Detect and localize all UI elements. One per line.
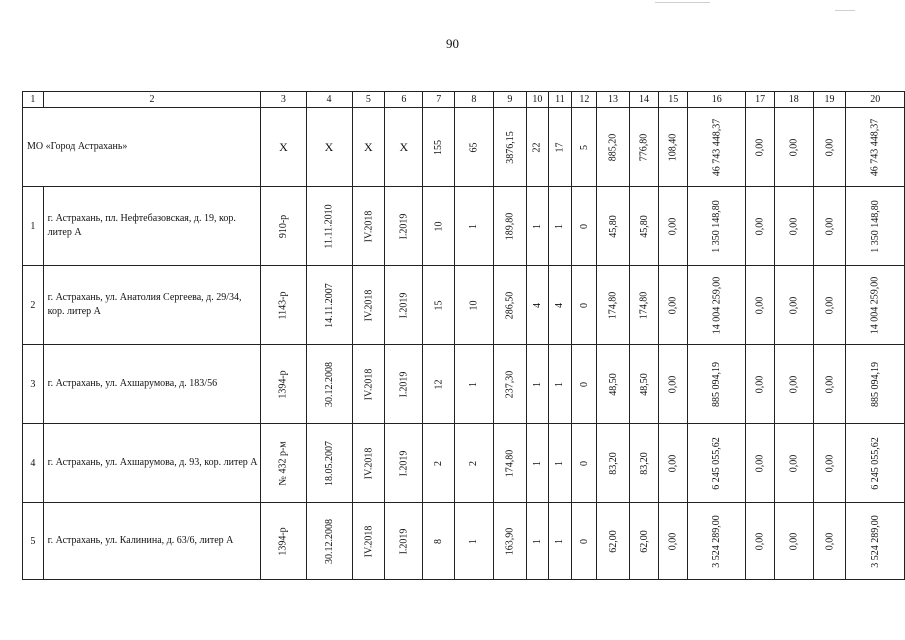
total-value: 65 (468, 142, 480, 152)
row-value: 1 350 148,80 (711, 199, 723, 253)
row-value-cell (493, 424, 527, 503)
total-value: 108,40 (667, 133, 679, 161)
column-number: 20 (846, 92, 905, 108)
row-value-cell (597, 503, 629, 580)
row-value: IV.2018 (362, 447, 374, 479)
row-value: 1 (554, 460, 566, 466)
row-value-cell (548, 266, 572, 345)
row-value-cell (261, 266, 306, 345)
column-number: 17 (746, 92, 774, 108)
total-value: 46 743 448,37 (711, 118, 723, 176)
column-number: 11 (548, 92, 572, 108)
total-value-cell (687, 108, 746, 187)
row-value: 12 (433, 379, 445, 389)
row-value: 0 (578, 223, 590, 229)
row-value: 0,00 (788, 296, 800, 314)
row-value-cell (261, 345, 306, 424)
row-value: № 432 р-м (277, 440, 289, 486)
address-cell: г. Астрахань, пл. Нефтебазовская, д. 19, кор. литер А (43, 187, 261, 266)
row-value-cell (597, 345, 629, 424)
total-value-cell (746, 108, 774, 187)
row-value: IV.2018 (362, 289, 374, 321)
table-row (23, 503, 905, 580)
row-value-cell (813, 345, 846, 424)
row-value: 83,20 (607, 451, 619, 475)
row-value: 6 245 055,62 (869, 436, 881, 490)
row-value-cell (746, 503, 774, 580)
row-value: 286,50 (504, 291, 516, 319)
row-value-cell (572, 345, 597, 424)
row-value: 45,80 (607, 214, 619, 238)
row-value: 189,80 (504, 212, 516, 240)
row-value: 1 (531, 460, 543, 466)
row-value-cell (385, 345, 423, 424)
row-value: 1 (554, 381, 566, 387)
row-value-cell (687, 187, 746, 266)
row-value-cell (423, 266, 455, 345)
row-value: 1 (531, 223, 543, 229)
row-number: 5 (23, 503, 44, 580)
row-value: 1 (554, 538, 566, 544)
row-value: 885 094,19 (869, 361, 881, 407)
row-value-cell (493, 187, 527, 266)
row-value-cell (572, 266, 597, 345)
row-value-cell (629, 187, 659, 266)
row-value-cell (846, 187, 905, 266)
row-value: 0 (578, 302, 590, 308)
column-number: 6 (385, 92, 423, 108)
row-value-cell (659, 503, 688, 580)
row-value-cell (548, 424, 572, 503)
total-value: 0,00 (824, 138, 836, 156)
row-value-cell (423, 345, 455, 424)
row-value: 0,00 (824, 375, 836, 393)
total-value-cell (813, 108, 846, 187)
row-value-cell (493, 503, 527, 580)
row-value-cell (527, 345, 548, 424)
row-number: 1 (23, 187, 44, 266)
row-value-cell (746, 424, 774, 503)
row-value: 30.12.2008 (323, 361, 335, 407)
row-value: 1 (531, 381, 543, 387)
row-value: 0,00 (667, 296, 679, 314)
total-value: 3876,15 (504, 130, 516, 164)
row-value: 885 094,19 (711, 361, 723, 407)
row-value-cell (572, 424, 597, 503)
row-value-cell (352, 503, 385, 580)
row-value-cell (746, 266, 774, 345)
row-value: 1 (468, 538, 480, 544)
address-cell: г. Астрахань, ул. Калинина, д. 63/6, литер А (43, 503, 261, 580)
row-value-cell (846, 503, 905, 580)
row-value-cell (659, 345, 688, 424)
row-value: 0,00 (667, 454, 679, 472)
row-value-cell (306, 503, 352, 580)
total-value-cell (455, 108, 494, 187)
row-value: 1 (468, 381, 480, 387)
table-row (23, 266, 905, 345)
row-value: 174,80 (638, 291, 650, 319)
row-value: I.2019 (398, 450, 410, 476)
row-value: I.2019 (398, 371, 410, 397)
row-value-cell (455, 424, 494, 503)
total-value: 22 (531, 142, 543, 152)
row-value-cell (774, 424, 813, 503)
page-number: 90 (446, 36, 459, 51)
total-value-cell (597, 108, 629, 187)
row-value-cell (774, 345, 813, 424)
row-value: 1 (554, 223, 566, 229)
row-value-cell (629, 266, 659, 345)
total-value-cell (423, 108, 455, 187)
row-value: 62,00 (607, 529, 619, 553)
row-value: 30.12.2008 (323, 518, 335, 564)
row-value-cell (813, 266, 846, 345)
row-value-cell (746, 345, 774, 424)
row-value-cell (527, 266, 548, 345)
row-value: 2 (468, 460, 480, 466)
row-value: 0,00 (788, 375, 800, 393)
row-value: 1 (531, 538, 543, 544)
row-value-cell (385, 266, 423, 345)
row-value-cell (687, 424, 746, 503)
row-value-cell (385, 424, 423, 503)
row-value-cell (527, 503, 548, 580)
row-value: 10 (468, 300, 480, 310)
total-value: 885,20 (607, 133, 619, 161)
total-value-cell (527, 108, 548, 187)
total-value-cell (659, 108, 688, 187)
row-value: IV.2018 (362, 210, 374, 242)
address-cell: г. Астрахань, ул. Ахшарумова, д. 183/56 (43, 345, 261, 424)
column-number: 9 (493, 92, 527, 108)
row-value: 4 (554, 302, 566, 308)
row-value-cell (352, 424, 385, 503)
total-value-cell (774, 108, 813, 187)
column-number: 8 (455, 92, 494, 108)
row-value-cell (493, 345, 527, 424)
column-number: 1 (23, 92, 44, 108)
row-value: 0,00 (824, 296, 836, 314)
row-value: I.2019 (398, 528, 410, 554)
row-value: I.2019 (398, 213, 410, 239)
total-value: 0,00 (754, 138, 766, 156)
row-value: 83,20 (638, 451, 650, 475)
column-number: 14 (629, 92, 659, 108)
row-value: 3 524 289,00 (869, 514, 881, 568)
address-cell: г. Астрахань, ул. Ахшарумова, д. 93, кор. литер А (43, 424, 261, 503)
total-value: 46 743 448,37 (869, 118, 881, 176)
total-value: 155 (433, 139, 445, 155)
total-row (23, 108, 905, 187)
column-number-row (23, 92, 905, 108)
total-value: 0,00 (788, 138, 800, 156)
row-value-cell (597, 424, 629, 503)
row-value-cell (687, 345, 746, 424)
row-value-cell (306, 266, 352, 345)
row-value-cell (597, 187, 629, 266)
row-value: 4 (531, 302, 543, 308)
row-value-cell (306, 187, 352, 266)
table-row (23, 345, 905, 424)
row-value-cell (629, 503, 659, 580)
row-value: 237,30 (504, 370, 516, 398)
row-value: 0,00 (788, 217, 800, 235)
row-number: 2 (23, 266, 44, 345)
row-value: 45,80 (638, 214, 650, 238)
row-value: 0,00 (824, 454, 836, 472)
row-value: 0,00 (667, 375, 679, 393)
row-value: 0,00 (788, 532, 800, 550)
row-value-cell (306, 424, 352, 503)
row-value-cell (813, 503, 846, 580)
row-value: 3 524 289,00 (711, 514, 723, 568)
row-value: 0,00 (754, 375, 766, 393)
total-value: 5 (578, 144, 590, 150)
row-value-cell (846, 266, 905, 345)
row-value: I.2019 (398, 292, 410, 318)
row-value: 0,00 (824, 532, 836, 550)
column-number: 15 (659, 92, 688, 108)
row-value-cell (548, 187, 572, 266)
row-value: 174,80 (607, 291, 619, 319)
total-value: 17 (554, 142, 566, 152)
row-value-cell (548, 503, 572, 580)
row-value-cell (813, 424, 846, 503)
row-value: IV.2018 (362, 368, 374, 400)
row-value-cell (423, 503, 455, 580)
row-value-cell (261, 424, 306, 503)
row-value: IV.2018 (362, 525, 374, 557)
row-value-cell (261, 187, 306, 266)
table-row (23, 424, 905, 503)
column-number: 12 (572, 92, 597, 108)
total-value-cell (846, 108, 905, 187)
scan-artifact-line (835, 10, 855, 11)
row-value-cell (687, 503, 746, 580)
column-number: 10 (527, 92, 548, 108)
row-value: 14 004 259,00 (711, 276, 723, 334)
row-value: 48,50 (607, 372, 619, 396)
row-value-cell (572, 187, 597, 266)
row-value: 0 (578, 460, 590, 466)
total-value-cell (493, 108, 527, 187)
row-value-cell (423, 424, 455, 503)
row-value: 18.05.2007 (323, 440, 335, 486)
row-value: 0,00 (754, 532, 766, 550)
row-value: 1 (468, 223, 480, 229)
row-value: 0 (578, 381, 590, 387)
row-value-cell (629, 345, 659, 424)
row-value-cell (572, 503, 597, 580)
row-value-cell (659, 187, 688, 266)
row-value: 910-р (277, 214, 289, 238)
row-value-cell (597, 266, 629, 345)
row-value-cell (746, 187, 774, 266)
row-value: 174,80 (504, 449, 516, 477)
row-value-cell (687, 266, 746, 345)
row-value: 0,00 (754, 454, 766, 472)
row-value-cell (352, 266, 385, 345)
row-value-cell (385, 187, 423, 266)
row-value-cell (352, 187, 385, 266)
row-value-cell (385, 503, 423, 580)
row-value: 6 245 055,62 (711, 436, 723, 490)
row-value-cell (846, 345, 905, 424)
total-cell: Х (306, 108, 352, 187)
row-value: 0,00 (788, 454, 800, 472)
row-value: 0,00 (667, 217, 679, 235)
column-number: 18 (774, 92, 813, 108)
row-value-cell (455, 266, 494, 345)
column-number: 16 (687, 92, 746, 108)
row-value-cell (455, 345, 494, 424)
row-value: 2 (433, 460, 445, 466)
row-value: 0,00 (667, 532, 679, 550)
row-value-cell (659, 424, 688, 503)
column-number: 4 (306, 92, 352, 108)
data-table (22, 91, 905, 580)
row-value-cell (548, 345, 572, 424)
column-number: 2 (43, 92, 261, 108)
row-value-cell (261, 503, 306, 580)
row-value: 15 (433, 300, 445, 310)
row-value: 62,00 (638, 529, 650, 553)
row-value-cell (527, 424, 548, 503)
total-cell: Х (261, 108, 306, 187)
row-value: 0,00 (754, 296, 766, 314)
scan-artifact-line (655, 2, 710, 3)
total-value-cell (629, 108, 659, 187)
row-value: 10 (433, 221, 445, 231)
row-value-cell (352, 345, 385, 424)
column-number: 19 (813, 92, 846, 108)
row-value: 0,00 (824, 217, 836, 235)
row-value: 11.11.2010 (323, 203, 335, 249)
column-number: 13 (597, 92, 629, 108)
row-number: 4 (23, 424, 44, 503)
total-cell: Х (352, 108, 385, 187)
row-value-cell (423, 187, 455, 266)
row-value-cell (813, 187, 846, 266)
row-number: 3 (23, 345, 44, 424)
row-value: 1394-р (277, 526, 289, 556)
total-value-cell (572, 108, 597, 187)
row-value: 8 (433, 538, 445, 544)
column-number: 7 (423, 92, 455, 108)
row-value: 0,00 (754, 217, 766, 235)
row-value-cell (659, 266, 688, 345)
row-value-cell (846, 424, 905, 503)
row-value-cell (455, 503, 494, 580)
total-value-cell (548, 108, 572, 187)
row-value: 1143-р (277, 291, 289, 319)
row-value-cell (527, 187, 548, 266)
row-value-cell (629, 424, 659, 503)
address-cell: г. Астрахань, ул. Анатолия Сергеева, д. 29/34, кор. литер А (43, 266, 261, 345)
total-value: 776,80 (638, 133, 650, 161)
row-value-cell (455, 187, 494, 266)
table-row (23, 187, 905, 266)
row-value-cell (774, 266, 813, 345)
row-value: 0 (578, 538, 590, 544)
row-value: 48,50 (638, 372, 650, 396)
row-value: 14 004 259,00 (869, 276, 881, 334)
row-value-cell (493, 266, 527, 345)
row-value: 163,90 (504, 527, 516, 555)
total-cell: Х (385, 108, 423, 187)
row-value-cell (774, 503, 813, 580)
row-value: 14.11.2007 (323, 282, 335, 328)
row-value-cell (306, 345, 352, 424)
column-number: 3 (261, 92, 306, 108)
row-value: 1 350 148,80 (869, 199, 881, 253)
row-value-cell (774, 187, 813, 266)
column-number: 5 (352, 92, 385, 108)
row-value: 1394-р (277, 369, 289, 399)
municipality-label: МО «Город Астрахань» (23, 108, 261, 187)
